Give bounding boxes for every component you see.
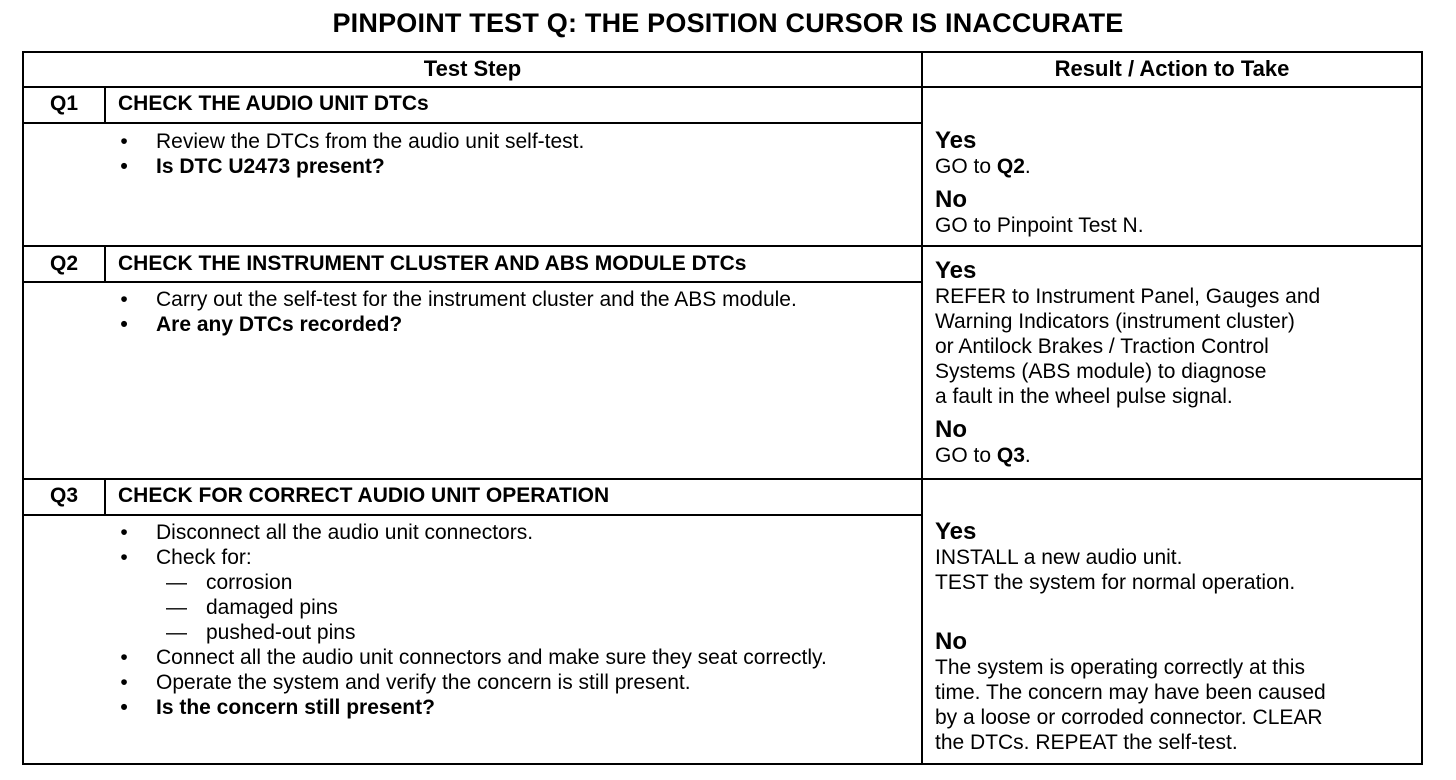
list-item: • Is the concern still present? (118, 695, 878, 720)
dash-icon: — (166, 621, 187, 644)
bullet-icon: • (120, 288, 128, 311)
list-item: — pushed-out pins (166, 621, 356, 644)
step-title: CHECK THE AUDIO UNIT DTCs (118, 92, 429, 115)
test-step-header: Test Step (423, 56, 522, 81)
no-label: No (935, 416, 967, 443)
bullet-icon: • (120, 521, 128, 544)
no-label: No (935, 186, 967, 213)
step-instructions (118, 129, 908, 179)
yes-action: GO to Q2. (935, 155, 1031, 178)
yes-action: INSTALL a new audio unit. TEST the system for normal operation. (935, 546, 1296, 594)
step-title: CHECK THE INSTRUMENT CLUSTER AND ABS MODULE DTCs (118, 252, 747, 275)
list-item: • Disconnect all the audio unit connectors. (118, 520, 878, 545)
list-item: • Are any DTCs recorded? (118, 312, 853, 337)
step-result (935, 519, 1415, 755)
yes-action: REFER to Instrument Panel, Gauges and Warning Indicators (instrument cluster) or Antilock Brakes / Traction Control Systems (ABS module) to diagnose a fault in the wheel pulse signal. (935, 285, 1321, 408)
dash-icon: — (166, 596, 187, 619)
bullet-icon: • (120, 696, 128, 719)
step-title: CHECK FOR CORRECT AUDIO UNIT OPERATION (118, 484, 610, 507)
yes-label: Yes (935, 127, 977, 154)
list-item: • Review the DTCs from the audio unit self-test. (118, 129, 908, 154)
bullet-icon: • (120, 646, 128, 669)
bullet-icon: • (120, 671, 128, 694)
step-result (935, 128, 1415, 238)
no-action: GO to Pinpoint Test N. (935, 214, 1144, 237)
list-item: • Operate the system and verify the concern is still present. (118, 670, 878, 695)
step-result (935, 258, 1415, 468)
bullet-icon: • (120, 546, 128, 569)
no-action: The system is operating correctly at this time. The concern may have been caused by a loose or corroded connector. CLEAR the DTCs. REPEAT the self-test. (935, 656, 1326, 754)
list-item: — corrosion (166, 571, 293, 594)
dash-icon: — (166, 571, 187, 594)
list-item: • Is DTC U2473 present? (118, 154, 908, 179)
step-id: Q3 (49, 484, 78, 507)
step-instructions (118, 287, 853, 337)
bullet-icon: • (120, 313, 128, 336)
bullet-icon: • (120, 155, 128, 178)
no-action: GO to Q3. (935, 444, 1031, 467)
yes-label: Yes (935, 257, 977, 284)
list-item: • Carry out the self-test for the instrument cluster and the ABS module. (118, 287, 853, 312)
bullet-icon: • (120, 130, 128, 153)
result-header: Result / Action to Take (1054, 56, 1290, 81)
list-item: • Connect all the audio unit connectors and make sure they seat correctly. (118, 645, 878, 670)
step-id: Q1 (49, 92, 78, 115)
no-label: No (935, 628, 967, 655)
list-item: — damaged pins (166, 596, 338, 619)
step-instructions (118, 520, 878, 720)
yes-label: Yes (935, 518, 977, 545)
step-id: Q2 (49, 252, 78, 275)
page-title: PINPOINT TEST Q: THE POSITION CURSOR IS INACCURATE (332, 8, 1124, 38)
list-item: • Check for: (118, 545, 878, 570)
